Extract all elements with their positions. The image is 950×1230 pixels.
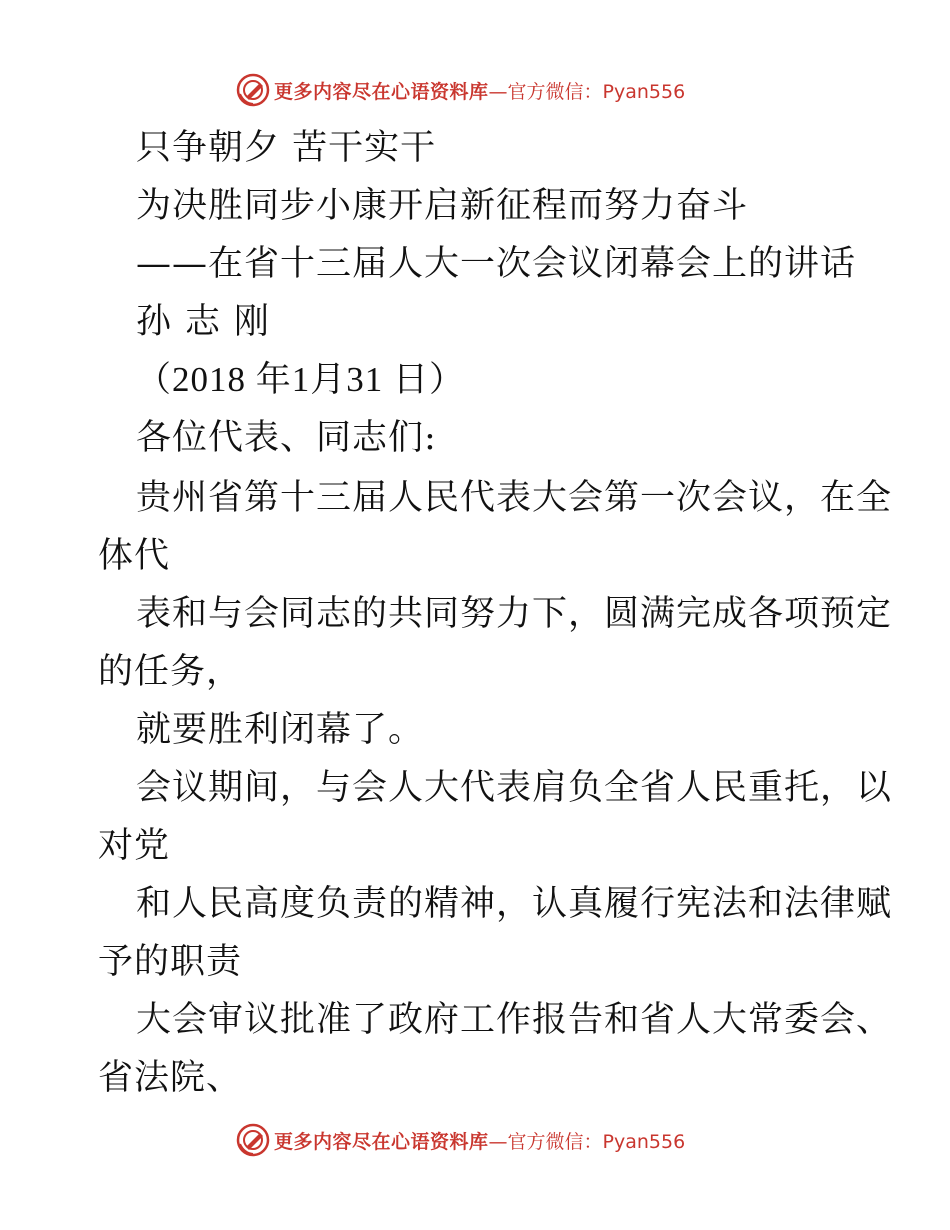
banner-contact: —官方微信：Pyan556 — [488, 80, 686, 103]
body-line: 贵州省第十三届人民代表大会第一次会议，在全 — [136, 478, 893, 518]
footer-banner — [236, 1122, 685, 1158]
document-date: （2018 年1月31 日） — [136, 360, 466, 399]
body-line: 对党 — [98, 826, 171, 866]
body-line: 省法院、 — [98, 1058, 243, 1098]
document-subtitle: 为决胜同步小康开启新征程而努力奋斗 — [136, 186, 749, 226]
document-occasion: ——在省十三届人大一次会议闭幕会上的讲话 — [136, 244, 857, 284]
banner-contact: —官方微信：Pyan556 — [488, 1130, 686, 1153]
logo-stamp-icon — [236, 1123, 270, 1157]
logo-stamp-icon — [236, 73, 270, 107]
body-line: 予的职责 — [98, 942, 243, 982]
body-line: 表和与会同志的共同努力下，圆满完成各项预定 — [136, 594, 893, 634]
body-line: 大会审议批准了政府工作报告和省人大常委会、 — [136, 1000, 893, 1040]
body-line: 的任务， — [98, 652, 243, 692]
body-line: 就要胜利闭幕了。 — [136, 710, 425, 750]
body-line: 体代 — [98, 536, 171, 576]
header-banner — [236, 72, 685, 108]
document-title: 只争朝夕 苦干实干 — [136, 128, 437, 168]
banner-text: 更多内容尽在心语资料库 — [274, 80, 489, 103]
body-line: 会议期间，与会人大代表肩负全省人民重托，以 — [136, 768, 893, 808]
salutation: 各位代表、同志们: — [136, 418, 437, 458]
banner-text: 更多内容尽在心语资料库 — [274, 1130, 489, 1153]
document-speaker: 孙志刚 — [136, 302, 284, 342]
body-line: 和人民高度负责的精神，认真履行宪法和法律赋 — [136, 884, 893, 924]
